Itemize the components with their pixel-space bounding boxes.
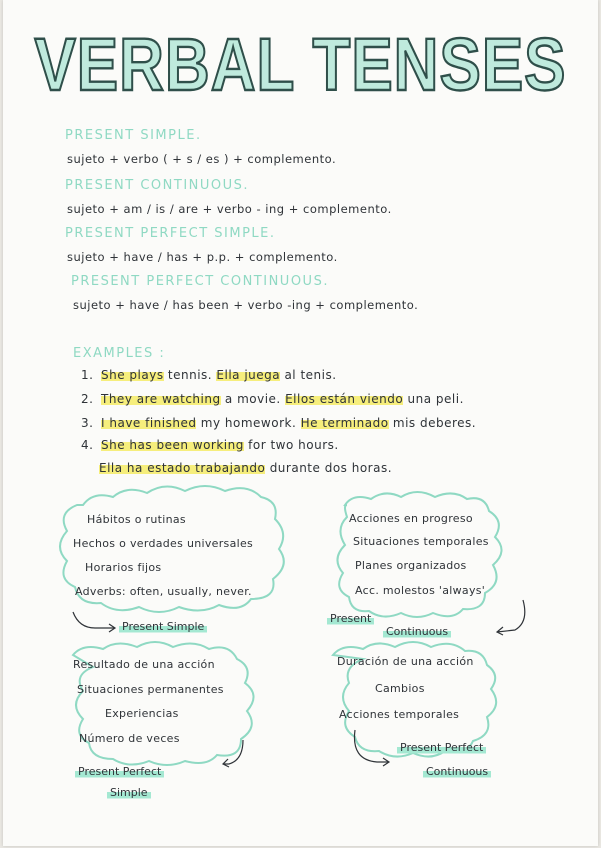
example-1 [81,368,337,382]
example-spanish-highlight: He terminado [300,416,389,430]
formula-present-perfect-continuous: sujeto + have / has been + verbo -ing + complemento. [73,298,419,312]
examples-heading: EXAMPLES : [73,346,166,361]
example-3 [81,416,476,430]
heading-present-simple: PRESENT SIMPLE. [65,128,202,143]
example-number: 3. [81,416,94,430]
cloud-outline-present-continuous [337,492,501,617]
example-spanish-rest: mis deberes. [388,416,477,430]
example-spanish-highlight: Ella ha estado trabajando [99,461,266,475]
example-number: 4. [81,438,94,452]
cloud-item: Adverbs: often, usually, never. [75,585,252,598]
page-title: VERBAL TENSES [34,24,567,107]
example-number: 1. [81,368,94,382]
cloud-item: Cambios [375,682,425,695]
cloud-item: Situaciones temporales [353,535,489,548]
label-present-perfect-continuous-line2: Continuous [423,765,491,778]
example-spanish-rest: durante dos horas. [265,461,393,475]
formula-present-continuous: sujeto + am / is / are + verbo - ing + complemento. [67,202,392,216]
cloud-item: Acciones temporales [339,708,460,721]
arrow-present-simple [73,612,115,632]
example-english-rest: a movie. [220,392,286,406]
label-present-perfect-line1: Present Perfect [75,765,164,778]
arrow-present-continuous [497,600,525,635]
example-english-highlight: I have finished [101,416,197,430]
example-spanish-highlight: Ella juega [216,368,281,382]
example-number: 2. [81,392,94,406]
cloud-item: Hábitos o rutinas [87,513,186,526]
cloud-item: Resultado de una acción [73,658,215,671]
cloud-item: Experiencias [105,707,179,720]
heading-present-perfect-continuous: PRESENT PERFECT CONTINUOUS. [71,274,329,289]
example-english-rest: for two hours. [243,438,339,452]
label-present-simple: Present Simple [119,620,207,633]
example-2 [81,392,464,406]
cloud-item: Situaciones permanentes [77,683,224,696]
example-4-translation [99,461,392,475]
arrow-present-perfect-continuous [354,730,389,766]
cloud-item: Hechos o verdades universales [73,537,254,550]
label-present-perfect-line2: Simple [107,786,151,799]
example-english-highlight: She plays [101,368,164,382]
example-english-highlight: She has been working [101,438,244,452]
cloud-item: Acciones en progreso [349,512,473,525]
cloud-item: Planes organizados [355,559,467,572]
formula-present-perfect-simple: sujeto + have / has + p.p. + complemento. [67,250,338,264]
label-present-continuous-line2: Continuous [383,625,451,638]
notebook-page [3,0,598,846]
example-english-highlight: They are watching [101,392,221,406]
example-english-rest: tennis. [163,368,217,382]
cloud-item: Duración de una acción [337,655,474,668]
example-spanish-highlight: Ellos están viendo [285,392,404,406]
heading-present-perfect-simple: PRESENT PERFECT SIMPLE. [65,226,276,241]
example-4 [81,438,339,452]
example-spanish-rest: una peli. [403,392,464,406]
label-present-perfect-continuous-line1: Present Perfect [397,741,486,754]
cloud-item: Horarios fijos [85,561,162,574]
example-spanish-rest: al tenis. [280,368,337,382]
cloud-item: Número de veces [79,732,180,745]
label-present-continuous-line1: Present [327,612,374,625]
example-english-rest: my homework. [196,416,301,430]
formula-present-simple: sujeto + verbo ( + s / es ) + complemento. [67,152,337,166]
heading-present-continuous: PRESENT CONTINUOUS. [65,178,250,193]
cloud-item: Acc. molestos 'always' [355,584,486,597]
